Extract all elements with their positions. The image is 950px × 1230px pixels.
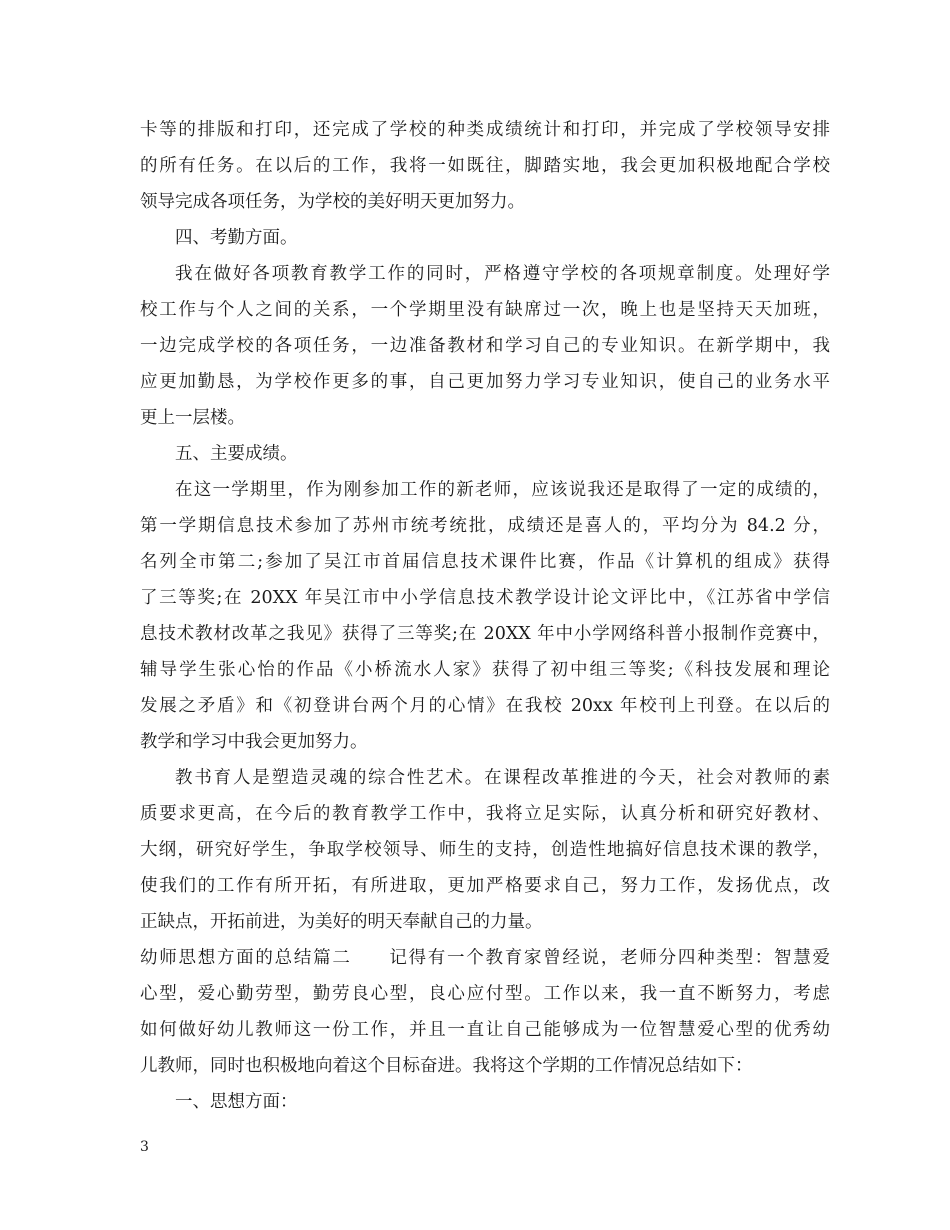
text-line: 儿教师，同时也积极地向着这个目标奋进。我将这个学期的工作情况总结如下：	[140, 1056, 753, 1076]
text-line: 质要求更高，在今后的教育教学工作中，我将立足实际，认真分析和研究好教材、	[140, 804, 830, 824]
paragraph-group-main	[140, 112, 830, 940]
section-heading-title: 幼师思想方面的总结篇二	[140, 948, 352, 968]
text-line: 第一学期信息技术参加了苏州市统考统批，成绩还是喜人的，平均分为 84.2 分，	[140, 516, 830, 536]
document-body	[140, 112, 830, 1120]
text-line: 了三等奖;在 20XX 年吴江市中小学信息技术教学设计论文评比中，《江苏省中学信	[140, 588, 830, 608]
text-line: 正缺点，开拓前进，为美好的明天奉献自己的力量。	[140, 912, 543, 932]
text-line: 教书育人是塑造灵魂的综合性艺术。在课程改革推进的今天，社会对教师的素	[175, 768, 830, 788]
text-line: 在这一学期里，作为刚参加工作的新老师，应该说我还是取得了一定的成绩的，	[175, 480, 830, 500]
text-line: 四、考勤方面。	[175, 228, 298, 248]
section-heading-line	[140, 940, 830, 976]
text-line: 教学和学习中我会更加努力。	[140, 732, 368, 752]
paragraph-group-tail	[140, 976, 830, 1120]
text-line: 辅导学生张心怡的作品《小桥流水人家》获得了初中组三等奖;《科技发展和理论	[140, 660, 830, 680]
text-line: 一边完成学校的各项任务，一边准备教材和学习自己的专业知识。在新学期中，我	[140, 336, 830, 356]
page-number: 3	[140, 1139, 149, 1155]
text-line: 的所有任务。在以后的工作，我将一如既往，脚踏实地，我会更加积极地配合学校	[140, 156, 830, 176]
text-line: 名列全市第二;参加了吴江市首届信息技术课件比赛，作品《计算机的组成》获得	[140, 552, 830, 572]
text-line: 如何做好幼儿教师这一份工作，并且一直让自己能够成为一位智慧爱心型的优秀幼	[140, 1020, 830, 1040]
text-line: 更上一层楼。	[140, 408, 245, 428]
text-line: 发展之矛盾》和《初登讲台两个月的心情》在我校 20xx 年校刊上刊登。在以后的	[140, 696, 830, 716]
text-line: 校工作与个人之间的关系，一个学期里没有缺席过一次，晚上也是坚持天天加班，	[140, 300, 830, 320]
text-line: 一、思想方面：	[175, 1092, 298, 1112]
text-line: 应更加勤恳，为学校作更多的事，自己更加努力学习专业知识，使自己的业务水平	[140, 372, 830, 392]
text-line: 息技术教材改革之我见》获得了三等奖;在 20XX 年中小学网络科普小报制作竞赛中，	[140, 624, 830, 644]
text-line: 心型，爱心勤劳型，勤劳良心型，良心应付型。工作以来，我一直不断努力，考虑	[140, 984, 830, 1004]
text-line: 领导完成各项任务，为学校的美好明天更加努力。	[140, 192, 525, 212]
section-heading-rest: 记得有一个教育家曾经说，老师分四种类型：智慧爱	[387, 948, 830, 968]
text-line: 卡等的排版和打印，还完成了学校的种类成绩统计和打印，并完成了学校领导安排	[140, 120, 830, 140]
text-line: 使我们的工作有所开拓，有所进取，更加严格要求自己，努力工作，发扬优点，改	[140, 876, 830, 896]
text-line: 我在做好各项教育教学工作的同时，严格遵守学校的各项规章制度。处理好学	[175, 264, 830, 284]
text-line: 大纲，研究好学生，争取学校领导、师生的支持，创造性地搞好信息技术课的教学，	[140, 840, 830, 860]
text-line: 五、主要成绩。	[175, 444, 298, 464]
